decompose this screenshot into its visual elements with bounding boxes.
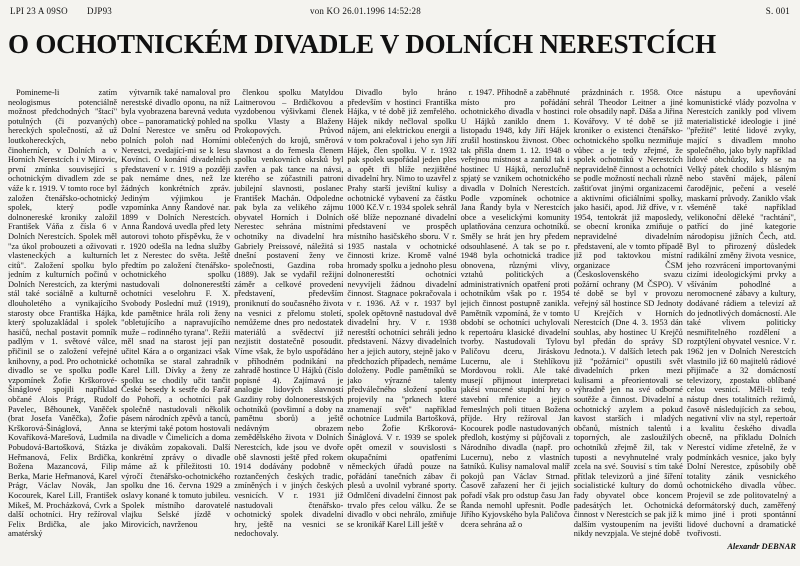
column-4 (347, 88, 456, 562)
column-1 (8, 88, 117, 562)
column-text: členkou spolku Matyldou Laitnerovou – Brdičkovou a vyzdobenou výšivkami členek spolku Vlasty a Blaženy Prokopových. Průvod oblečených do krojů, směrová slavnost a do řemesla členem spolku venkovních okrsků byl zavřen a pak tance na návsi, kterého se zúčastnili patroni jubilejní slavnosti, poslanec František Machán. Odpoledne pak byla za velikého zájmu obyvatel Horních i Dolních Nerestec sehrána místními ochotníky na divadelní hra Gabriely Preissové, náležitá si dnešní postavení ženy ve společnosti, Gazdina roba (1889). Jak se vydařil režijní záměr a celkové provedení představení, především proniknutí do současného života na vesnici z přelomu století, nemůžeme dnes pro nedostatek materiálů a svědectví již nezjistit dostatečně posoudit. Víme však, že bylo uspořádáno v příhodném podnikání na zahradě hostince U Hájků (číslo popisné 4). Zajímavá je analogie lidových slavností Gazdiny roby dolnonerestských ochotníků (povšimní a doby na pamětnu sborů) a ještě nedávným obrazem zemědělského života v Dolních Nerestcích, kde jsou ve dvoře obě slavnosti ještě před rokem 1914 dodávány podobně v roztančených českých tradic, zmíněných i v jiných českých vesnicích. V r. 1931 již nastudovali čtenářsko-ochotnický spolek divadelní hry, ještě na vesnici se nedochovaly. (234, 88, 344, 539)
column-text: nástupu a upevňování komunistické vlády pozvolna v Nerestcích zanikly pod vlivem materialistické ideologie i jiné "přežité" letité lidové zvyky, mající s divadlem mnoho společného, jako byly například lidové obchůzky, kdy se na Velký pátek chodilo s hlásným nebo stavění májek, pálení čarodějnic, pečení a veselé maskarní průvody. Zaniklo však všeméně také například velikonoční děleké "rachtání", patřící do jiné kategorie národopisu jižních Čech, atd. Byl to přirozený důsledek radikální změny života vesnice, jeho rozvrácení importovanými cizími ideologickými prvky a všíváním pohodlné a neromocnené zábavy a kultury, dodávané rádiem a televizí až do jednotlivých domácností. Ale také vlivem politicky nesmiřitelného rozdělení a rozptýlení obyvatel vesnice. V r. 1962 jen v Dolních Nerestcích vlastnilo již 60 majitelů rádiové přijímače a 32 domácností televizory, zpostaku oblíbané celou vesnicí. Měli-li tedy nástup dnes totalitních režimů, časově následujících za sebou, negativní vliv na styl, repertoár a kvalitu českého divadla obecně, na příkladu Dolních Nerestcí vidíme zřetelně, že v podmínkách vesnice, jako byly Dolní Nerestce, způsobily obě totality zánik vesnického ochotnického divadla vůbec. Projevil se zde politovatelný a deformátorský duch, zaměřený mimo jiné i proti spontánní lidové duchovní a dramatické tvořivosti. (686, 88, 796, 539)
header-left: LPI 23 A 09SO (10, 6, 68, 16)
column-7 (687, 88, 796, 562)
column-text: Pomineme-li zatím neologismus potenciálně možnost předchodných "štací" potulných (či pozvaných) hereckých společností, až už loutkohereckých, nebo činoherních, v Dolních a v Horních Nerestcích i v Mirovic, první zmínka související s ochotnickým divadlem zde se váže k r. 1919. V tomto roce byl založen čtenářsko-ochotnický spolek, který podle dolnonereské kroniky založil František Váňa z čísla 6 v Dolních Nerestcích. Spolek měl "za úkol probouzeti a oživovati vlasteneckých a kulturních citů". Založení spolku bylo jedním z kulturních počinů v Dolních Nerestcích, za kterými stál také sociálně a kulturně dlouholetého a vynikajícího starosty obce Františka Hájka, který spoluzakládal i spolek hasičů, nechal postavit pomník padlým v 1. světové válce, přičinil se o založení veřejné knihovny, a pod. Pro ochotnické divadlo se ve spolku podle vzpomínek Žofie Krškorové-Šináglové spojili například občané Alois Prágr, Rudolf Pavelec, Běhounek, Vaněček (brat Josefa Vaněčka), Žofie Krškorová-Šináglová, Anna Kovaříková-Marešová, Ludmila Pobudová-Bartošková, Stázka Heřmanová, Felix Brdička, Božena Mazancová, Filip Berka, Marie Heřmanová, Karel Prágr, Václav Novák, Jan Kocourek, Karel Lill, František Mikeš, M. Procházková, Cvrk a další ochotníci. Hry režíroval Felix Brdička, ale jako amatérský (8, 88, 118, 539)
column-text: výtvarník také namaloval pro nerestské divadlo oponu, na níž byla vyobrazena barevná veduta obce – panoramatický pohled na Dolní Nerestce ve směru od polních poloh nad Horními Nerestci, zvedající-mi se k lesu Kovínci. O konání divadelních představení v r. 1919 a později pak nemáme dnes, než lze žádných konkrétních zpráv. Jediným výjimkou je vzpomínka Anny Řandové nar. 1899 v Dolních Nerestcích. Anna Řandová uvedla před lety autorovi tohoto příspěvku, že v r. 1920 odešla na ledna služby let z Nerestec do světa. Ještě předtím po založení čtenářsko-ochotnického spolku nastudovali dolnonerestští ochotníci veselohru F. X. Svobody Poslední muž (1919), kde pamětnice hrála roli ženy "obletujícího a napravujícího muže – rodinného tyrana". Režii měl snad na starost její pan učitel Kára a o organizaci však ochotníka se staral zahradník Karel Lill. Dívky a ženy ze spolku se chodily učit tančit České besedy k sestře do Farář do Pohoří, a ochotníci pak společně nastudovali několik pásem národních zpěvů a tanců, se kterými také potom hostovali na divadle v Čimelicích a doma je divákům zopakovali. Další konkrétní zprávy o divadle máme až k příležitosti 10. výročí čtenářsko-ochotnického spolku dne 16. června 1929 a oslavy konané k tomuto jubileu. Spolek místního darovatelé vlajku Selské jízdě v Mirovicích, navrženou (121, 88, 231, 529)
column-text: r. 1947. Přihodně a zaběhnuté místo pro pořádání ochotnického divadla v hostinci U Hájků zaniklo dnem 1. listopadu 1948, kdy Jiří Hájek zrušil hostinskou živnost. Obec tak přišla dnem 1. 12. 1948 o veřejnou místnost a zanikl tak i hostinec U Hájků, nerozlučně spjatý se vznikem ochotnického divadla v Dolních Nerestcích. Podle vzpomínek ochotnice Jana Řandy byla v Nerestcích obce a veselickými komunity uplatňována cenzura ochotníků. Směly se hrát jen hry předem odsouhlasené. A tak se po r. 1948 byla ochotnická tradice obnovena, různými vlivy, vztahů politických a administrativních opatření proti ochotníkům však po r. 1954 jejich činnost postupně zanikla. Pamětník vzpomíná, že v tomto období se ochotníci uchylovali k repertoáru klasické divadelní tvorby. Nastudovali Tylovu Paličovu dceru, Jiráskovu Lucernu, ale i Stehlíkovu Mordovou rokli. Ale také musejí přijmout interpretaci jakési vnucené stupidní hry o stavební mřenice a jejich řemeslných poli tituen Božena příjde. Hry režíroval Jan Kocourek podle nastudovaných předloh, kostýmy si půjčovali z Národního divadla (např. pro Lucernu), nebo z vlastních šatníků. Kulisy namaloval malíř pokojů pan Václav Strnad. Časově zařazení her či jejich pořadí však pro odstup času Jan Řanda nemohl upřesnit. Podle Jiřího Kyjovského byla Paličova dcera sehrána až o (460, 88, 570, 529)
article-title: O OCHOTNICKÉM DIVADLE V DOLNÍCH NERESTCÍCH (8, 29, 716, 59)
column-5 (461, 88, 570, 562)
header-timestamp: von KO 26.01.1996 14:52:28 (310, 6, 421, 16)
column-6 (574, 88, 683, 562)
column-3 (234, 88, 343, 562)
author-signature: Alexandr DEBNAR (727, 541, 796, 551)
header-code: DJP93 (87, 6, 113, 16)
column-2 (121, 88, 230, 562)
column-text: Divadlo bylo hráno především v hostinci Františka Hájka, v té době již zemřelého. Hájek nikdy nečloval spolku nájem, ani elektrickou energii a v tom pokračoval i jeho syn Jiří Hájek, člen spolku. V r. 1932 pak spolek uspořádal jeden ples a opět tři blíže nezjištěné divadelní hry. Nimo to uzavřel z Prahy starší jevištní kulisy a ochotnické vybavení za částku 1000 Kč.V r. 1934 spolek sehrál ošé blíže nepoznané divadelní představení ve prospěch místního hasičského sboru. V r. 1935 nastala v ochotnické činnosti krize. Kromě valné hromady spolku a jednoho plesu dolnonerestští ochotníci nevyvíjeli žádnou divadelní činnost. Stagnace pokračovala i v r. 1936. Až v r. 1937 byl spolek opětovně nastudoval dvě divadelní hry. V r. 1938 nerestští ochotníci sehráli jedno představení. Názvy divadelních her a jejich autory, stejně jako v předchozích případech, nemáme doloženy. Podle pamětníků se jako výrazné talenty předválečného složení spolku projevily na "prknech které znamenají svět" například ochotníce Ludmila Bartošková, nebo Žofie Krškorová-Šináglová. V r. 1939 se spolek opět omezil v souvislosti s okupačními opatřeními německých úřadů pouze na pořádání tanečních zábav či plesů a uvolnil vybrané sporty. Odmlčení divadelní činnost pak trvalo přes celou válku. Že se divadlo v obci nehrálo, zmiňuje se kronikář Karel Lill ještě v (347, 88, 457, 529)
article-columns (8, 88, 796, 562)
column-text: prázdninách r. 1958. Otce sehrál Theodor Leitner a jiné role obsadily např. Dáša a Jiřina Kovářovy. V té době se již kroniker o existenci čtenářsko-ochotnického spolku nezmiňuje vůbec a je tedy zřejmé, že spolek ochotníků v Nerestcích nepravidelně činnost a ochotníci se podle možností nechali různě zaštiťovat jinými organizacemi a aktivními oficiálními spolky, jako hasiči, apod. Již dříve, v r. 1954, tentokrát již maposledy, se obecní kronika zmiňuje o nepravidelné divadelním představení, ale v tomto případě již pod taktovkou místní organizace ČSM (Československého svazu požární ochrany (M ČSPO). V té době se byl v provozu veřejný sál hostince SD Jednoty U Krejčích v Horních Nerestcích (Dne 4. 3. 1953 dán souhlas, aby hostinec U Krejčů byl předán do správy SD Jednota.). V dalších letech pak již "požárníci" opustili svět divadelních prken mezi kulisami a přeorientovali se výhradně jen na své odborné soutěže a činnost. Divadelní a ochotnický azylem a pokud kavost starších i mladých občanů, místních talentů i toporných, ale zasloužilých ochotníků zřejmě žil, tak v tuposti a nevyhnutelné vraly zcela na své. Souvisí s tím také přítlak televizorů a jiné šíření socialistické kultury do domů řady obyvatel obce koncem padesátých let. Ochotnická činnost v Nerestcích se pak již k dalším vystoupením na jevišti nikdy nevzpjala. Ve stejné době (573, 88, 683, 539)
header-page: S. 001 (765, 6, 790, 16)
